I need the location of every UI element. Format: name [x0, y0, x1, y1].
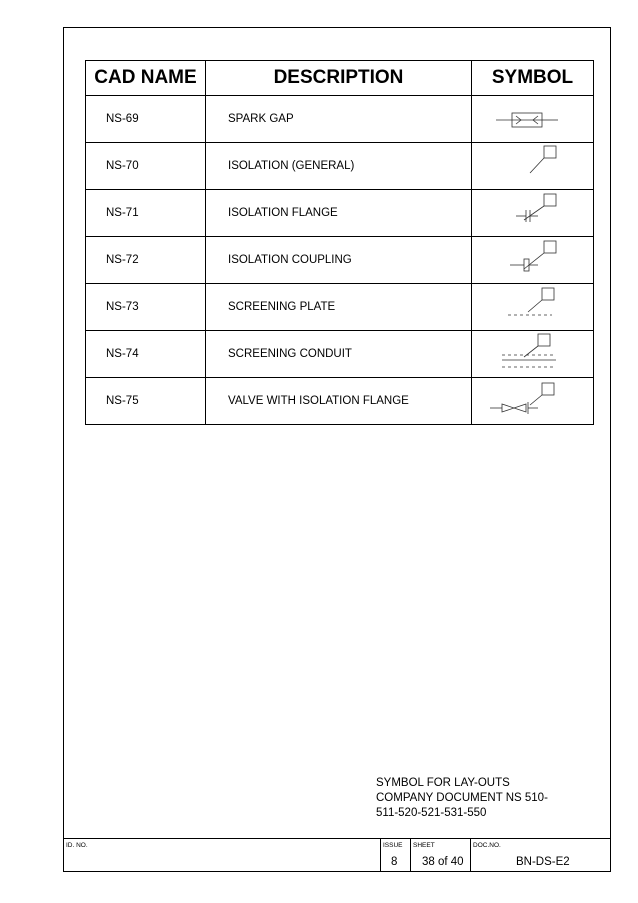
cad-name-cell: NS-75 [86, 378, 206, 425]
description-cell: ISOLATION (GENERAL) [206, 143, 472, 190]
table-row [86, 143, 594, 190]
description-cell: ISOLATION FLANGE [206, 190, 472, 237]
table-row [86, 237, 594, 284]
screening-plate-icon [472, 284, 594, 330]
symbol-header: SYMBOL [472, 61, 594, 96]
cad-name-cell: NS-71 [86, 190, 206, 237]
id-no-label: ID. NO. [66, 842, 88, 849]
cad-name-header: CAD NAME [86, 61, 206, 96]
symbol-cell [472, 237, 594, 284]
title-block-separator [410, 838, 411, 872]
description-cell: SCREENING CONDUIT [206, 331, 472, 378]
description-cell: SCREENING PLATE [206, 284, 472, 331]
issue-value: 8 [391, 856, 398, 868]
note-line: 511-520-521-531-550 [376, 807, 487, 819]
doc-no-value: BN-DS-E2 [516, 856, 570, 868]
description-cell: ISOLATION COUPLING [206, 237, 472, 284]
symbol-cell [472, 378, 594, 425]
note-line: COMPANY DOCUMENT NS 510- [376, 792, 548, 804]
cad-name-cell: NS-69 [86, 96, 206, 143]
table-row [86, 331, 594, 378]
sheet-value: 38 of 40 [422, 856, 464, 868]
isolation-flange-icon [472, 190, 594, 236]
table-row [86, 284, 594, 331]
valve-isolation-flange-icon [472, 378, 594, 424]
table-row [86, 96, 594, 143]
title-block-separator [470, 838, 471, 872]
description-cell: SPARK GAP [206, 96, 472, 143]
sheet-label: SHEET [413, 842, 435, 849]
table-header-row [86, 61, 594, 96]
doc-no-label: DOC.NO. [473, 842, 501, 849]
note-line: SYMBOL FOR LAY-OUTS [376, 777, 510, 789]
symbol-cell [472, 96, 594, 143]
symbol-cell [472, 284, 594, 331]
title-block-separator [380, 838, 381, 872]
cad-name-cell: NS-72 [86, 237, 206, 284]
symbol-cell [472, 331, 594, 378]
table-row [86, 190, 594, 237]
symbol-table [85, 60, 594, 425]
symbol-cell [472, 143, 594, 190]
isolation-coupling-icon [472, 237, 594, 283]
issue-label: ISSUE [383, 842, 403, 849]
isolation-general-icon [472, 143, 594, 189]
symbol-cell [472, 190, 594, 237]
description-header: DESCRIPTION [206, 61, 472, 96]
description-cell: VALVE WITH ISOLATION FLANGE [206, 378, 472, 425]
document-note [376, 776, 548, 821]
title-block-divider [63, 838, 611, 839]
cad-name-cell: NS-74 [86, 331, 206, 378]
cad-name-cell: NS-73 [86, 284, 206, 331]
spark-gap-icon [472, 96, 594, 142]
screening-conduit-icon [472, 331, 594, 377]
cad-name-cell: NS-70 [86, 143, 206, 190]
table-row [86, 378, 594, 425]
